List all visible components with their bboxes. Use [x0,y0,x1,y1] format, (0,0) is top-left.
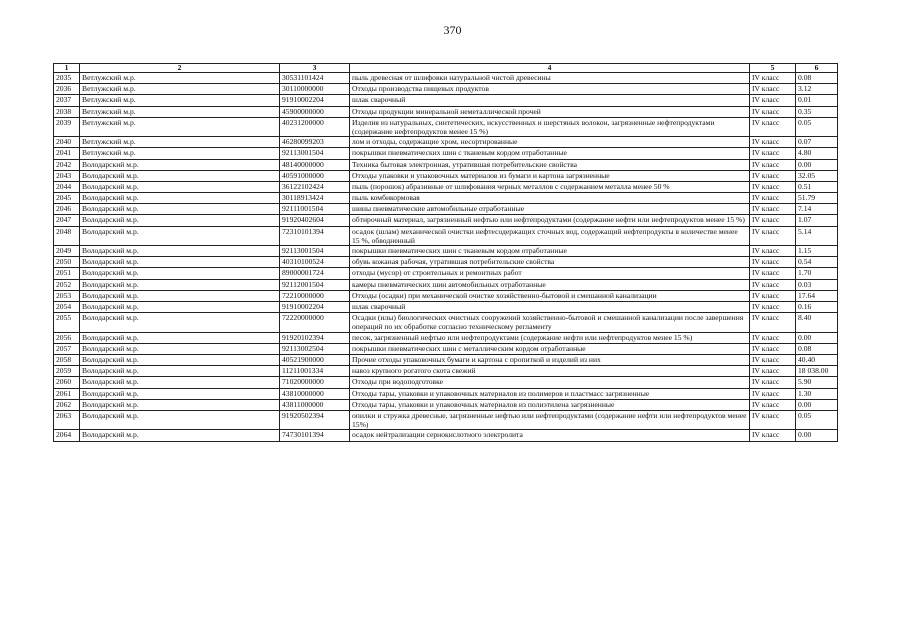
amount-cell: 0.51 [796,181,838,192]
hazard-class-cell: IV класс [750,313,796,332]
row-number: 2062 [54,399,80,410]
table-row [54,148,838,159]
waste-code-cell: 92113001504 [280,246,350,257]
waste-name-cell: покрышки пневматических шин с тканевым кордом отработанные [350,148,750,159]
waste-code-cell: 36122102424 [280,181,350,192]
district-cell: Володарский м.р. [80,226,280,245]
col-header-2: 2 [80,64,280,73]
waste-name-cell: осадок (шлам) механической очистки нефтесодержащих сточных вод, содержащий нефтепродукты в количестве менее 15 %, обводненный [350,226,750,245]
waste-code-cell: 43811000000 [280,399,350,410]
waste-name-cell: обтирочный материал, загрязненный нефтью или нефтепродуктами (содержание нефти или нефтепродуктов менее 15 %) [350,215,750,226]
district-cell: Ветлужский м.р. [80,95,280,106]
table-row [54,73,838,84]
waste-name-cell: Осадки (илы) биологических очистных сооружений хозяйственно-бытовой и смешанной канализации после завершения операций по их обработке согласно техническому регламенту [350,313,750,332]
waste-code-cell: 30110000000 [280,84,350,95]
hazard-class-cell: IV класс [750,399,796,410]
waste-code-cell: 89000001724 [280,268,350,279]
table-row [54,430,838,441]
waste-code-cell: 72220000000 [280,313,350,332]
row-number: 2041 [54,148,80,159]
district-cell: Володарский м.р. [80,366,280,377]
amount-cell: 0.00 [796,399,838,410]
waste-code-cell: 92113001504 [280,148,350,159]
waste-name-cell: осадок нейтрализации сернокислотного электролита [350,430,750,441]
district-cell: Володарский м.р. [80,159,280,170]
waste-code-cell: 91920402604 [280,215,350,226]
amount-cell: 0.01 [796,95,838,106]
table-row [54,84,838,95]
row-number: 2051 [54,268,80,279]
amount-cell: 0.05 [796,410,838,429]
waste-name-cell: Техника бытовая электронная, утратившая потребительские свойства [350,159,750,170]
waste-table [53,63,838,442]
waste-name-cell: пыль (порошок) абразивные от шлифования черных металлов с содержанием металла менее 50 % [350,181,750,192]
amount-cell: 3.12 [796,84,838,95]
waste-name-cell: пыль древесная от шлифовки натуральной чистой древесины [350,73,750,84]
table-row [54,313,838,332]
table-row [54,159,838,170]
row-number: 2038 [54,106,80,117]
table-row [54,181,838,192]
hazard-class-cell: IV класс [750,84,796,95]
hazard-class-cell: IV класс [750,257,796,268]
row-number: 2042 [54,159,80,170]
waste-name-cell: Отходы продукции минеральной неметаллической прочей [350,106,750,117]
row-number: 2054 [54,302,80,313]
amount-cell: 1.30 [796,388,838,399]
hazard-class-cell: IV класс [750,366,796,377]
table-row [54,106,838,117]
waste-name-cell: опилки и стружка древесные, загрязненные нефтью или нефтепродуктами (содержание нефти или нефтепродуктов менее 15%) [350,410,750,429]
amount-cell: 32.05 [796,170,838,181]
col-header-3: 3 [280,64,350,73]
row-number: 2046 [54,204,80,215]
waste-code-cell: 71020000000 [280,377,350,388]
col-header-4: 4 [350,64,750,73]
hazard-class-cell: IV класс [750,388,796,399]
waste-code-cell: 48140000000 [280,159,350,170]
waste-name-cell: шины пневматические автомобильные отработанные [350,204,750,215]
district-cell: Володарский м.р. [80,302,280,313]
row-number: 2063 [54,410,80,429]
col-header-5: 5 [750,64,796,73]
district-cell: Ветлужский м.р. [80,117,280,136]
district-cell: Володарский м.р. [80,215,280,226]
hazard-class-cell: IV класс [750,159,796,170]
table-row [54,268,838,279]
row-number: 2039 [54,117,80,136]
waste-name-cell: Отходы (осадки) при механической очистке хозяйственно-бытовой и смешанной канализации [350,290,750,301]
district-cell: Володарский м.р. [80,279,280,290]
district-cell: Володарский м.р. [80,430,280,441]
row-number: 2037 [54,95,80,106]
amount-cell: 5.90 [796,377,838,388]
waste-code-cell: 30118913424 [280,193,350,204]
table-row [54,137,838,148]
waste-code-cell: 43810000000 [280,388,350,399]
waste-code-cell: 72310101394 [280,226,350,245]
row-number: 2035 [54,73,80,84]
table-row [54,215,838,226]
waste-name-cell: Отходы при водоподготовке [350,377,750,388]
waste-name-cell: пыль комбикормовая [350,193,750,204]
row-number: 2064 [54,430,80,441]
hazard-class-cell: IV класс [750,117,796,136]
amount-cell: 1.07 [796,215,838,226]
table-row [54,354,838,365]
row-number: 2049 [54,246,80,257]
district-cell: Ветлужский м.р. [80,106,280,117]
row-number: 2061 [54,388,80,399]
waste-name-cell: покрышки пневматических шин с металлическим кордом отработанные [350,343,750,354]
amount-cell: 0.00 [796,332,838,343]
district-cell: Володарский м.р. [80,181,280,192]
waste-name-cell: шлак сварочный [350,95,750,106]
district-cell: Володарский м.р. [80,193,280,204]
hazard-class-cell: IV класс [750,181,796,192]
waste-code-cell: 40310100524 [280,257,350,268]
row-number: 2045 [54,193,80,204]
row-number: 2059 [54,366,80,377]
district-cell: Володарский м.р. [80,257,280,268]
row-number: 2058 [54,354,80,365]
header-row [54,64,838,73]
waste-code-cell: 74730101394 [280,430,350,441]
waste-code-cell: 91920102394 [280,332,350,343]
row-number: 2053 [54,290,80,301]
hazard-class-cell: IV класс [750,430,796,441]
waste-code-cell: 92112001504 [280,279,350,290]
hazard-class-cell: IV класс [750,204,796,215]
hazard-class-cell: IV класс [750,226,796,245]
amount-cell: 0.08 [796,73,838,84]
row-number: 2052 [54,279,80,290]
waste-code-cell: 91910002204 [280,95,350,106]
row-number: 2044 [54,181,80,192]
table-row [54,388,838,399]
table-row [54,95,838,106]
table-row [54,193,838,204]
waste-name-cell: отходы (мусор) от строительных и ремонтных работ [350,268,750,279]
amount-cell: 0.00 [796,159,838,170]
district-cell: Володарский м.р. [80,377,280,388]
amount-cell: 7.14 [796,204,838,215]
hazard-class-cell: IV класс [750,215,796,226]
hazard-class-cell: IV класс [750,332,796,343]
waste-code-cell: 92113002504 [280,343,350,354]
district-cell: Ветлужский м.р. [80,84,280,95]
amount-cell: 0.16 [796,302,838,313]
table-body [54,73,838,442]
table-row [54,290,838,301]
row-number: 2060 [54,377,80,388]
waste-name-cell: Отходы тары, упаковки и упаковочных материалов из полимеров и пластмасс загрязненные [350,388,750,399]
waste-code-cell: 91920502394 [280,410,350,429]
waste-code-cell: 45900000000 [280,106,350,117]
table-row [54,257,838,268]
row-number: 2036 [54,84,80,95]
table-row [54,204,838,215]
amount-cell: 0.08 [796,343,838,354]
row-number: 2048 [54,226,80,245]
col-header-6: 6 [796,64,838,73]
table-row [54,366,838,377]
amount-cell: 0.05 [796,117,838,136]
hazard-class-cell: IV класс [750,246,796,257]
table-row [54,332,838,343]
amount-cell: 51.79 [796,193,838,204]
district-cell: Ветлужский м.р. [80,137,280,148]
waste-code-cell: 92111001504 [280,204,350,215]
table-row [54,246,838,257]
hazard-class-cell: IV класс [750,137,796,148]
hazard-class-cell: IV класс [750,290,796,301]
amount-cell: 0.03 [796,279,838,290]
row-number: 2047 [54,215,80,226]
hazard-class-cell: IV класс [750,95,796,106]
waste-code-cell: 40231200000 [280,117,350,136]
hazard-class-cell: IV класс [750,193,796,204]
waste-name-cell: навоз крупного рогатого скота свежий [350,366,750,377]
table-row [54,226,838,245]
waste-name-cell: Прочие отходы упаковочных бумаги и картона с пропиткой и изделий из них [350,354,750,365]
waste-code-cell: 72210000000 [280,290,350,301]
waste-name-cell: Изделия из натуральных, синтетических, искусственных и шерстяных волокон, загрязненные нефтепродуктами (содержание нефтепродуктов менее 15 %) [350,117,750,136]
amount-cell: 1.15 [796,246,838,257]
col-header-1: 1 [54,64,80,73]
hazard-class-cell: IV класс [750,410,796,429]
row-number: 2055 [54,313,80,332]
district-cell: Ветлужский м.р. [80,73,280,84]
page-number: 370 [443,23,462,37]
waste-name-cell: лом и отходы, содержащие хром, несортированные [350,137,750,148]
district-cell: Ветлужский м.р. [80,148,280,159]
table-row [54,399,838,410]
row-number: 2040 [54,137,80,148]
amount-cell: 4.80 [796,148,838,159]
district-cell: Володарский м.р. [80,399,280,410]
hazard-class-cell: IV класс [750,106,796,117]
amount-cell: 0.07 [796,137,838,148]
hazard-class-cell: IV класс [750,302,796,313]
waste-code-cell: 30531101424 [280,73,350,84]
amount-cell: 5.14 [796,226,838,245]
hazard-class-cell: IV класс [750,148,796,159]
table-row [54,279,838,290]
amount-cell: 0.00 [796,430,838,441]
waste-code-cell: 91910002204 [280,302,350,313]
amount-cell: 0.35 [796,106,838,117]
hazard-class-cell: IV класс [750,268,796,279]
district-cell: Володарский м.р. [80,354,280,365]
amount-cell: 8.40 [796,313,838,332]
district-cell: Володарский м.р. [80,268,280,279]
hazard-class-cell: IV класс [750,73,796,84]
district-cell: Володарский м.р. [80,290,280,301]
row-number: 2043 [54,170,80,181]
waste-code-cell: 11211001334 [280,366,350,377]
district-cell: Володарский м.р. [80,313,280,332]
amount-cell: 1.70 [796,268,838,279]
table-row [54,117,838,136]
hazard-class-cell: IV класс [750,343,796,354]
amount-cell: 17.64 [796,290,838,301]
row-number: 2050 [54,257,80,268]
amount-cell: 18 038.00 [796,366,838,377]
hazard-class-cell: IV класс [750,377,796,388]
waste-code-cell: 40591000000 [280,170,350,181]
table-row [54,170,838,181]
waste-name-cell: песок, загрязненный нефтью или нефтепродуктами (содержание нефти или нефтепродуктов менее 15 %) [350,332,750,343]
row-number: 2056 [54,332,80,343]
district-cell: Володарский м.р. [80,410,280,429]
waste-name-cell: Отходы упаковки и упаковочных материалов из бумаги и картона загрязненные [350,170,750,181]
hazard-class-cell: IV класс [750,354,796,365]
amount-cell: 0.54 [796,257,838,268]
table-row [54,302,838,313]
waste-code-cell: 46280099203 [280,137,350,148]
table-row [54,377,838,388]
district-cell: Володарский м.р. [80,246,280,257]
waste-name-cell: шлак сварочный [350,302,750,313]
table-row [54,410,838,429]
waste-name-cell: Отходы тары, упаковки и упаковочных материалов из полиэтилена загрязненные [350,399,750,410]
table-row [54,343,838,354]
waste-name-cell: покрышки пневматических шин с тканевым кордом отработанные [350,246,750,257]
hazard-class-cell: IV класс [750,279,796,290]
district-cell: Володарский м.р. [80,170,280,181]
amount-cell: 40.40 [796,354,838,365]
waste-name-cell: камеры пневматических шин автомобильных отработанные [350,279,750,290]
district-cell: Володарский м.р. [80,388,280,399]
row-number: 2057 [54,343,80,354]
district-cell: Володарский м.р. [80,332,280,343]
district-cell: Володарский м.р. [80,343,280,354]
district-cell: Володарский м.р. [80,204,280,215]
waste-name-cell: обувь кожаная рабочая, утратившая потребительские свойства [350,257,750,268]
hazard-class-cell: IV класс [750,170,796,181]
waste-code-cell: 40521900000 [280,354,350,365]
waste-name-cell: Отходы производства пищевых продуктов [350,84,750,95]
